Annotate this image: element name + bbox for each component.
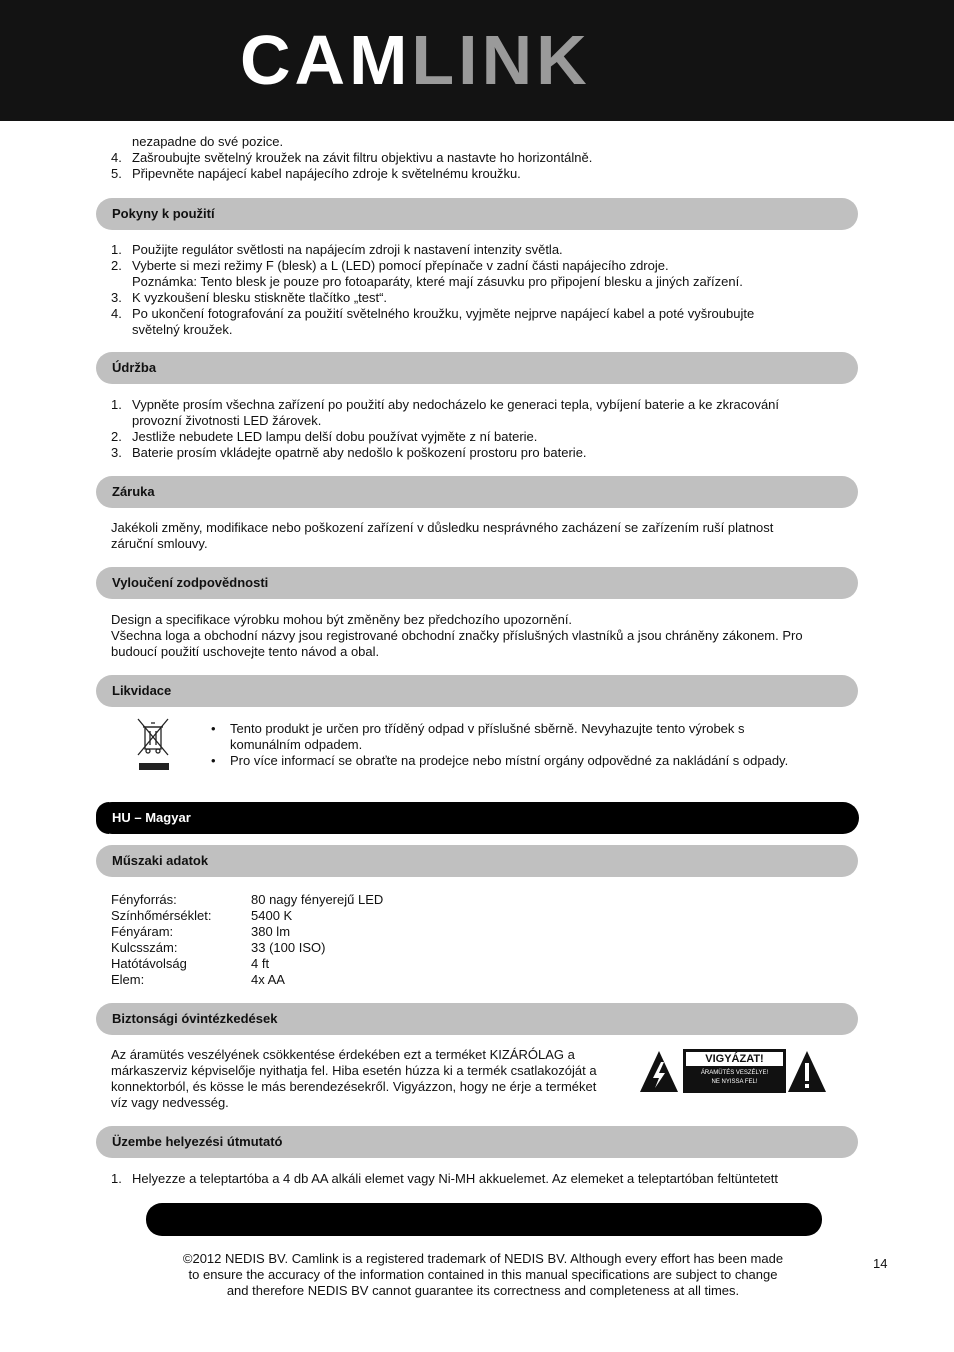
section-header-setup: Üzembe helyezési útmutató <box>96 1126 858 1158</box>
list-item: Poznámka: Tento blesk je pouze pro fotoaparáty, které mají zásuvku pro připojení blesku a jiných zařízení. <box>132 274 743 289</box>
warranty-line: záruční smlouvy. <box>111 536 208 551</box>
list-item: 3. K vyzkoušení blesku stiskněte tlačítko „test“. <box>111 290 388 305</box>
spec-row: Elem: 4x AA <box>111 972 285 987</box>
section-header-warranty: Záruka <box>96 476 858 508</box>
warning-label-line1: ÁRAMÜTÉS VESZÉLYE! <box>700 1070 769 1076</box>
intro-list <box>111 150 592 182</box>
spec-row: Kulcsszám: 33 (100 ISO) <box>111 940 326 955</box>
exclamation-warning-icon <box>787 1050 827 1093</box>
list-item: 4. Zašroubujte světelný kroužek na závit filtru objektivu a nastavte ho horizontálně. <box>111 150 593 165</box>
warning-label <box>683 1049 786 1093</box>
disclaimer-line: Všechna loga a obchodní názvy jsou registrované obchodní značky příslušných vlastníků a jsou chráněny zákonem. Pro <box>111 628 803 643</box>
section-header-safety: Biztonsági óvintézkedések <box>96 1003 858 1035</box>
disclaimer-line: Design a specifikace výrobku mohou být změněny bez předchozího upozornění. <box>111 612 573 627</box>
safety-line: Az áramütés veszélyének csökkentése érdekében ezt a terméket KIZÁRÓLAG a <box>111 1047 575 1062</box>
spec-row: Fényforrás: 80 nagy fényerejű LED <box>111 892 384 907</box>
safety-line: márkaszerviz képviselője nyithatja fel. Hiba esetén húzza ki a termék csatlakozóját a <box>111 1063 597 1078</box>
maintenance-list <box>111 397 779 461</box>
logo-link: LINK <box>411 21 591 99</box>
disclaimer-line: budoucí použití uschovejte tento návod a obal. <box>111 644 380 659</box>
usage-list <box>111 242 754 338</box>
list-item: světelný kroužek. <box>132 322 233 337</box>
section-header-usage: Pokyny k použití <box>96 198 858 230</box>
section-header-specs: Műszaki adatok <box>96 845 858 877</box>
list-item: • Pro více informací se obraťte na prodejce nebo místní orgány odpovědné za nakládání s odpady. <box>208 753 788 769</box>
list-item: • Tento produkt je určen pro tříděný odpad v příslušné sběrně. Nevyhazujte tento výrobek s komunálním odpadem. <box>208 721 788 753</box>
page-header <box>0 0 954 121</box>
list-item: provozní životnosti LED žárovek. <box>132 413 322 428</box>
logo-cam: CAM <box>240 21 412 99</box>
setup-list <box>111 1171 778 1187</box>
intro-continuation: nezapadne do své pozice. <box>132 134 284 149</box>
camlink-logo <box>240 21 591 99</box>
disposal-list <box>208 721 788 769</box>
safety-line: víz vagy nedvesség. <box>111 1095 229 1110</box>
footer-line: ©2012 NEDIS BV. Camlink is a registered trademark of NEDIS BV. Although every effort has been made <box>182 1251 784 1266</box>
spec-row: Színhőmérséklet: 5400 K <box>111 908 293 923</box>
footer-line: to ensure the accuracy of the information contained in this manual specifications are subject to change <box>188 1267 778 1282</box>
spec-row: Hatótávolság 4 ft <box>111 956 270 971</box>
list-item: 2. Jestliže nebudete LED lampu delší dobu používat vyjměte z ní baterie. <box>111 429 538 444</box>
page-number: 14 <box>873 1256 888 1271</box>
section-header-maintenance: Údržba <box>96 352 858 384</box>
section-header-disposal: Likvidace <box>96 675 858 707</box>
lightning-warning-icon <box>639 1050 679 1093</box>
section-header-disclaimer: Vyloučení zodpovědnosti <box>96 567 858 599</box>
footer-line: and therefore NEDIS BV cannot guarantee its correctness and completeness at all times. <box>226 1283 740 1298</box>
list-item: 4. Po ukončení fotografování za použití světelného kroužku, vyjměte nejprve napájecí kabel a poté vyšroubujte <box>111 306 755 321</box>
safety-line: konnektorból, és kösse le más berendezésekről. Vigyázzon, hogy ne érje a terméket <box>111 1079 597 1094</box>
list-item: 1. Použijte regulátor světlosti na napájecím zdroji k nastavení intenzity světla. <box>111 242 563 257</box>
specs-table <box>111 892 383 988</box>
language-bar-hu: HU – Magyar <box>96 802 859 834</box>
warranty-line: Jakékoli změny, modifikace nebo poškození zařízení v důsledku nesprávného zacházení se zařízením ruší platnost <box>111 520 774 535</box>
list-item: 5. Připevněte napájecí kabel napájecího zdroje k světelnému kroužku. <box>111 166 521 181</box>
warning-label-title: VIGYÁZAT! <box>686 1052 783 1066</box>
list-item: 1. Helyezze a teleptartóba a 4 db AA alkáli elemet vagy Ni-MH akkuelemet. Az elemeket a teleptartóban feltüntetett <box>111 1171 779 1186</box>
warning-label-line2: NE NYISSA FEL! <box>711 1079 758 1085</box>
list-item: 3. Baterie prosím vkládejte opatrně aby nedošlo k poškození prostoru pro baterie. <box>111 445 587 460</box>
spec-row: Fényáram: 380 lm <box>111 924 291 939</box>
list-item: 1. Vypněte prosím všechna zařízení po použití aby nedocházelo ke generaci tepla, vybíjení baterie a ke zkracování <box>111 397 780 412</box>
list-item: 2. Vyberte si mezi režimy F (blesk) a L (LED) pomocí přepínače v zadní části napájecího zdroje. <box>111 258 669 273</box>
footer-text <box>160 1251 806 1299</box>
weee-bin-icon <box>134 717 174 773</box>
footer-bar <box>146 1203 822 1236</box>
